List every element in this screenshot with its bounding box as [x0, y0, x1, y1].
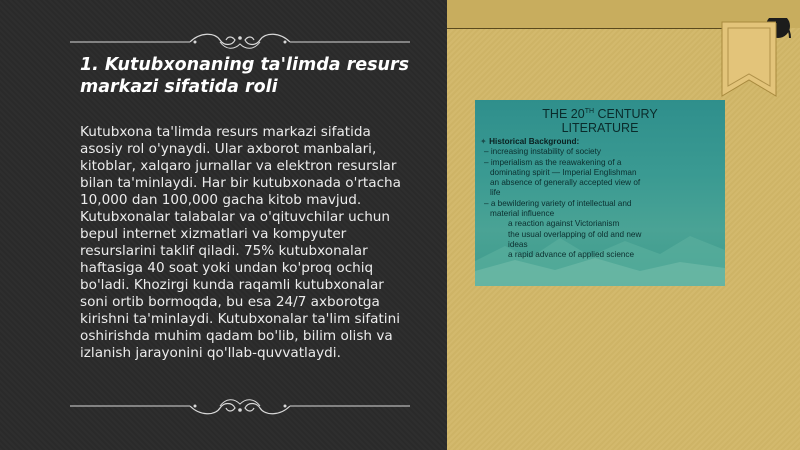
- slide-body-text: Kutubxona ta'limda resurs markazi sifatida asosiy rol o'ynaydi. Ular axborot manbalari, kitoblar, xalqaro jurnallar va elektron resurslar bilan ta'minlaydi. Har bir kutubxonada o'rtacha 10,000 dan 100,000 gacha kitob mavjud. Kutubxonalar talabalar va o'qituvchilar uchun bepul internet xizmatlari va kompyuter resurslarini taklif qiladi. 75% kutubxonalar haftasiga 40 soat yoki undan ko'proq ochiq bo'ladi. Khozirgi kunda raqamli kutubxonalar soni ortib bormoqda, bu esa 24/7 axborotga kirishni ta'minlaydi. Kutubxonalar ta'lim sifatini oshirishda muhim qadam bo'lib, bilim olish va izlanish jarayonini qo'llab-quvvatlaydi.: [80, 124, 401, 361]
- star-bullet-icon: ✦: [480, 137, 490, 146]
- embedded-title-sup: TH: [584, 108, 595, 115]
- ornament-top-icon: [70, 30, 410, 54]
- embedded-line: – a bewildering variety of intellectual and: [484, 198, 632, 208]
- embedded-slide-body: [480, 137, 720, 261]
- embedded-line: the usual overlapping of old and new: [508, 229, 642, 239]
- bookmark-ribbon-icon: [718, 18, 796, 100]
- embedded-line: dominating spirit — Imperial Englishman: [490, 167, 637, 177]
- ornament-bottom-icon: [70, 394, 410, 418]
- embedded-bullet-heading: [480, 137, 720, 147]
- slide-title: 1. Kutubxonaning ta'limda resurs markazi sifatida roli: [80, 55, 410, 97]
- embedded-line: an absence of generally accepted view of: [490, 178, 641, 188]
- embedded-line: material influence: [490, 209, 555, 219]
- embedded-line: – increasing instability of society: [484, 147, 601, 157]
- embedded-slide-title: [475, 105, 725, 135]
- embedded-line: a rapid advance of applied science: [508, 250, 635, 260]
- embedded-title-pre: THE 20: [542, 107, 585, 122]
- embedded-line: life: [490, 188, 501, 198]
- embedded-title-line2: LITERATURE: [561, 121, 639, 136]
- embedded-line: – imperialism as the reawakening of a: [484, 157, 622, 167]
- embedded-slide-image: [475, 100, 725, 286]
- embedded-bullet-heading-text: Historical Background:: [489, 137, 580, 146]
- embedded-title-post: CENTURY: [594, 107, 658, 122]
- embedded-line: a reaction against Victorianism: [508, 219, 620, 229]
- embedded-line: ideas: [508, 239, 528, 249]
